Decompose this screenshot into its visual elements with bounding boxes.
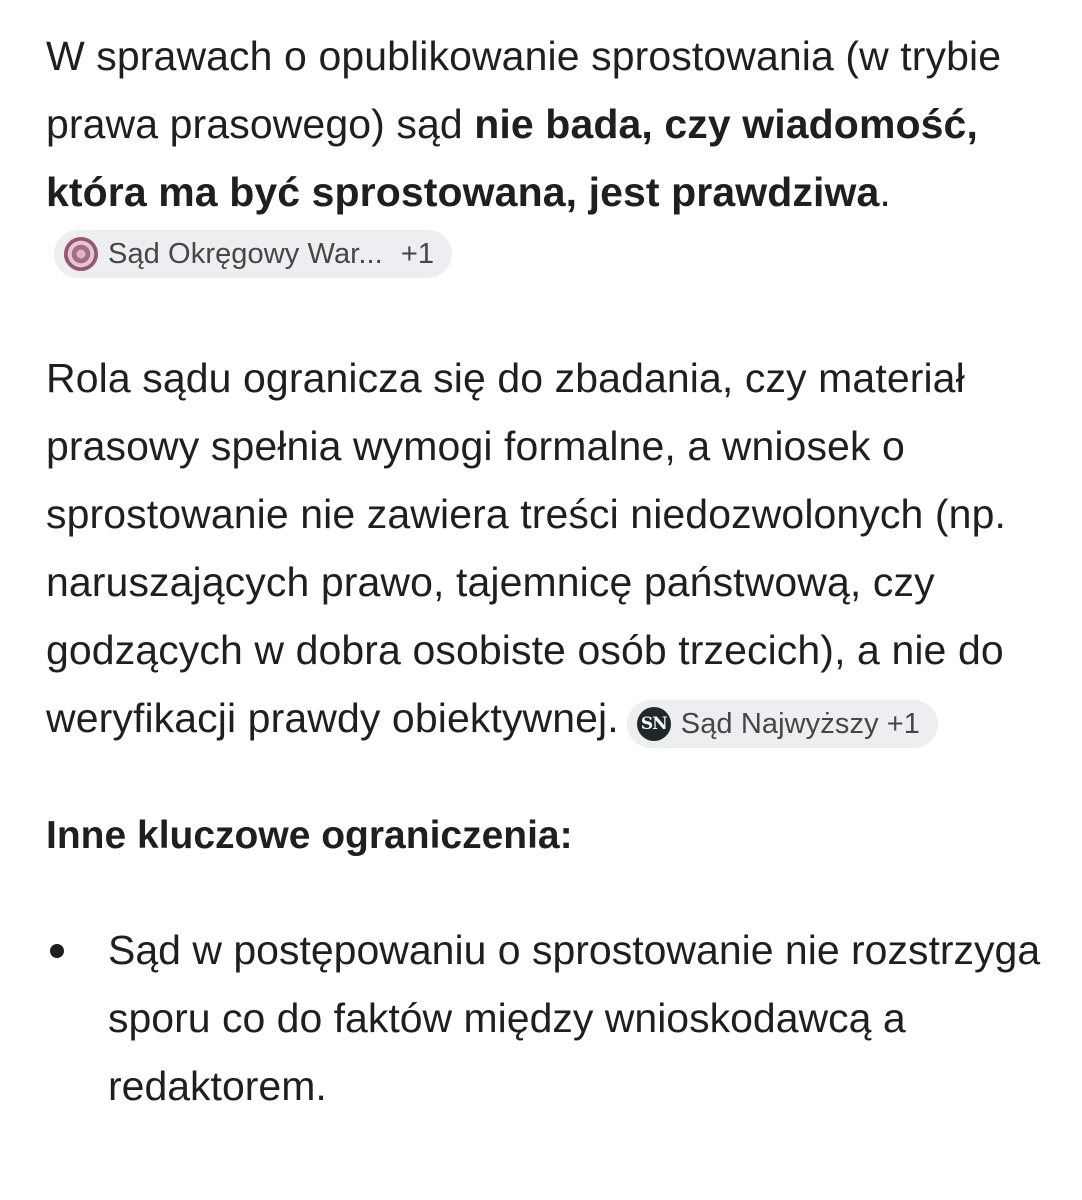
sn-logo-icon: SN: [637, 707, 671, 741]
paragraph-1-text: W sprawach o opublikowanie sprostowania (w trybie prawa prasowego) sąd: [46, 33, 1002, 147]
list-item: [46, 916, 1042, 1120]
source-chip-count: +1: [400, 238, 435, 270]
paragraph-2-text: Rola sądu ogranicza się do zbadania, czy materiał prasowy spełnia wymogi formalne, a wniosek o sprostowanie nie zawiera treści niedozwolonych (np. naruszających prawo, tajemnicę państwową, czy godzących w dobra osobiste osób trzecich), a nie do weryfikacji prawdy obiektywnej.: [46, 355, 1006, 741]
source-chip-label: Sąd Najwyższy: [680, 708, 879, 740]
paragraph-1: [46, 22, 1042, 294]
bullet-dot-icon: [50, 944, 64, 958]
source-chip-label: Sąd Okręgowy War...: [108, 238, 383, 270]
paragraph-1-bold: nie bada, czy wiadomość, która ma być sprostowana, jest prawdziwa: [46, 101, 978, 215]
paragraph-1-period: .: [879, 169, 891, 215]
source-chip-sad-najwyzszy[interactable]: [627, 700, 938, 748]
bullet-list: [46, 916, 1042, 1120]
source-chip-count: +1: [886, 708, 920, 740]
section-heading: Inne kluczowe ograniczenia:: [46, 814, 573, 857]
court-seal-icon: [64, 237, 98, 271]
source-chip-sad-okregowy[interactable]: [54, 230, 452, 278]
paragraph-2: [46, 344, 1042, 752]
list-item-text: Sąd w postępowaniu o sprostowanie nie rozstrzyga sporu co do faktów między wnioskodawcą a redaktorem.: [108, 927, 1041, 1109]
